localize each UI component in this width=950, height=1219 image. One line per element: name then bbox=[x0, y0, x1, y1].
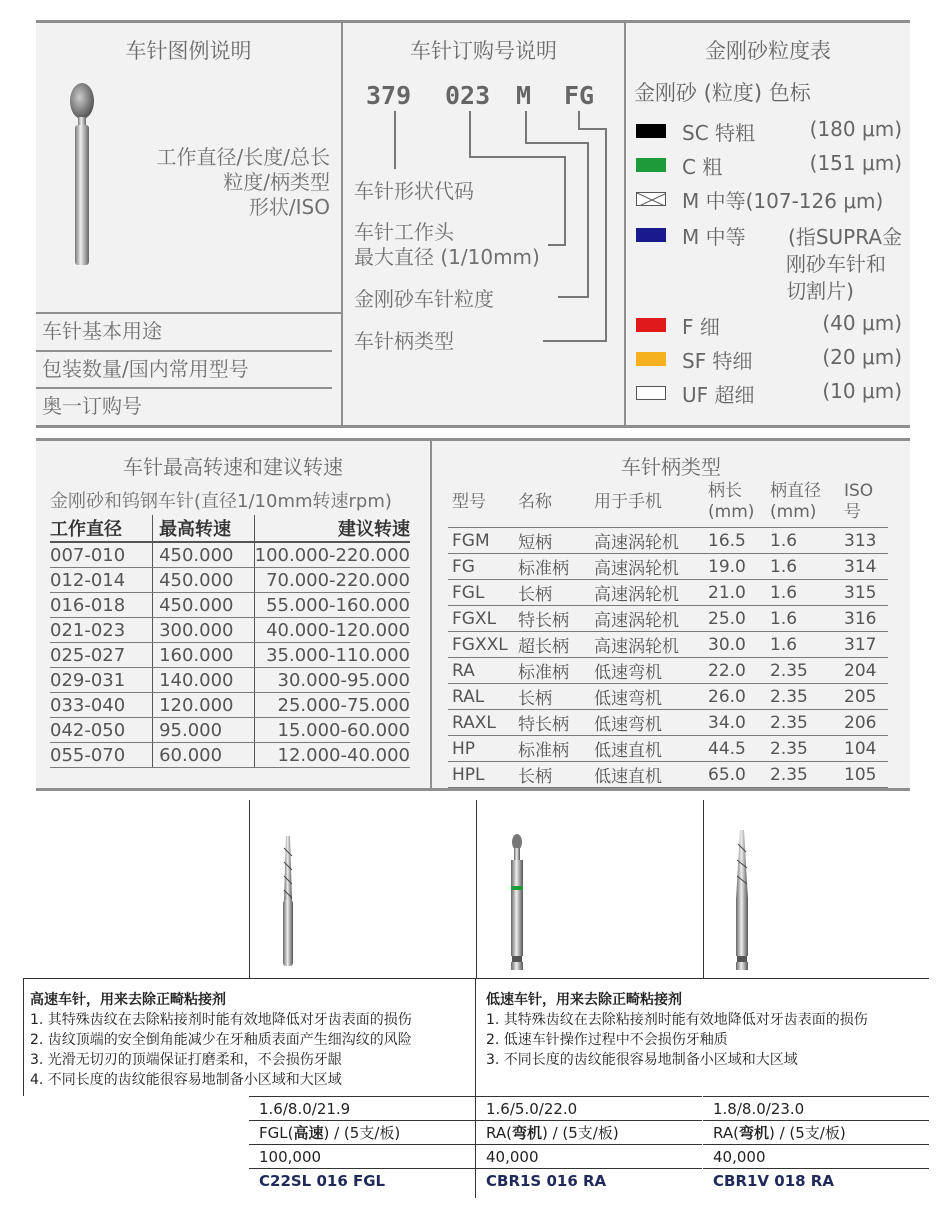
table-cell: 低速弯机 bbox=[590, 710, 704, 736]
table-row bbox=[50, 693, 410, 718]
col-header: 柄长 (mm) bbox=[704, 477, 766, 528]
table-row bbox=[448, 528, 888, 554]
grit-row-note bbox=[634, 248, 904, 278]
grit-label: SF 特细 bbox=[682, 349, 753, 373]
legend-row-usage: 车针基本用途 bbox=[42, 319, 162, 343]
divider bbox=[624, 23, 626, 425]
grit-value: (指SUPRA金 bbox=[788, 225, 902, 249]
table-row bbox=[448, 606, 888, 632]
table-cell: 25.0 bbox=[704, 606, 766, 632]
order-title: 车针订购号说明 bbox=[410, 39, 557, 63]
col-header: 柄直径 (mm) bbox=[766, 477, 840, 528]
order-label-shape: 车针形状代码 bbox=[354, 179, 474, 203]
table-cell: FGXXL bbox=[448, 632, 514, 658]
table-cell: FG bbox=[448, 554, 514, 580]
table-cell: 1.6 bbox=[766, 606, 840, 632]
col-header: ISO号 bbox=[840, 477, 888, 528]
grit-row-m-supra bbox=[634, 221, 904, 251]
speed-shank-panel bbox=[36, 438, 910, 791]
legend-title: 车针图例说明 bbox=[125, 39, 252, 63]
table-cell: 204 bbox=[840, 658, 888, 684]
spec-table-cbr1v bbox=[703, 1096, 929, 1192]
table-cell: 30.0 bbox=[704, 632, 766, 658]
table-row bbox=[50, 593, 410, 618]
table-cell: 1.6 bbox=[766, 554, 840, 580]
table-cell: 450.000 bbox=[153, 568, 255, 593]
spec-order-code: C22SL 016 FGL bbox=[249, 1169, 475, 1193]
spec-speed: 100,000 bbox=[249, 1145, 475, 1169]
order-code-diameter: 023 bbox=[445, 81, 491, 110]
high-speed-description bbox=[30, 990, 470, 1090]
table-row bbox=[448, 710, 888, 736]
table-cell: FGXL bbox=[448, 606, 514, 632]
list-item: 1. 其特殊齿纹在去除粘接剂时能有效地降低对牙齿表面的损伤 bbox=[30, 1012, 412, 1028]
table-cell: 55.000-160.000 bbox=[254, 593, 410, 618]
table-row bbox=[448, 762, 888, 788]
grit-label: F 细 bbox=[682, 315, 720, 339]
table-cell: 313 bbox=[840, 528, 888, 554]
ra-bur-image bbox=[477, 800, 703, 978]
grit-row-m bbox=[634, 185, 904, 215]
table-cell: 2.35 bbox=[766, 684, 840, 710]
list-item: 2. 低速车针操作过程中不会损伤牙釉质 bbox=[486, 1032, 728, 1048]
spec-speed: 40,000 bbox=[476, 1145, 702, 1169]
table-cell: HP bbox=[448, 736, 514, 762]
table-cell: 标准柄 bbox=[514, 736, 590, 762]
grit-value: (20 μm) bbox=[822, 345, 902, 369]
table-cell: 长柄 bbox=[514, 762, 590, 788]
spec-shank: RA(弯机) / (5支/板) bbox=[703, 1121, 929, 1145]
grit-header: 金刚砂 (粒度) 色标 bbox=[634, 81, 811, 105]
table-cell: 206 bbox=[840, 710, 888, 736]
spec-order-code: CBR1V 018 RA bbox=[703, 1169, 929, 1193]
table-cell: 1.6 bbox=[766, 580, 840, 606]
spec-table-c22sl bbox=[249, 1096, 475, 1192]
grit-row-f bbox=[634, 311, 904, 341]
table-row bbox=[448, 580, 888, 606]
table-cell: 25.000-75.000 bbox=[254, 693, 410, 718]
table-cell: 100.000-220.000 bbox=[254, 542, 410, 568]
divider bbox=[36, 312, 341, 314]
divider bbox=[23, 978, 24, 1096]
table-header-row bbox=[50, 515, 410, 542]
table-cell: 70.000-220.000 bbox=[254, 568, 410, 593]
divider bbox=[23, 978, 929, 979]
grit-row-uf bbox=[634, 379, 904, 409]
spec-shank: FGL(高速) / (5支/板) bbox=[249, 1121, 475, 1145]
table-row bbox=[50, 618, 410, 643]
table-cell: 315 bbox=[840, 580, 888, 606]
table-cell: 高速涡轮机 bbox=[590, 554, 704, 580]
table-cell: 超长柄 bbox=[514, 632, 590, 658]
table-cell: 450.000 bbox=[153, 593, 255, 618]
table-cell: RAXL bbox=[448, 710, 514, 736]
table-cell: 60.000 bbox=[153, 743, 255, 768]
divider bbox=[430, 441, 432, 788]
spec-shank: RA(弯机) / (5支/板) bbox=[476, 1121, 702, 1145]
shank-table bbox=[448, 477, 888, 788]
table-cell: 65.0 bbox=[704, 762, 766, 788]
table-cell: 1.6 bbox=[766, 632, 840, 658]
spec-order-code: CBR1S 016 RA bbox=[476, 1169, 702, 1193]
col-header: 工作直径 bbox=[50, 515, 153, 542]
order-label-grit: 金刚砂车针粒度 bbox=[354, 287, 494, 311]
grit-note: 切割片) bbox=[786, 279, 854, 303]
table-cell: 特长柄 bbox=[514, 710, 590, 736]
table-cell: 15.000-60.000 bbox=[254, 718, 410, 743]
table-cell: 低速弯机 bbox=[590, 658, 704, 684]
grit-value: (10 μm) bbox=[822, 379, 902, 403]
table-cell: 2.35 bbox=[766, 658, 840, 684]
table-cell: 高速涡轮机 bbox=[590, 580, 704, 606]
table-cell: 特长柄 bbox=[514, 606, 590, 632]
table-cell: 450.000 bbox=[153, 542, 255, 568]
table-row bbox=[50, 643, 410, 668]
bur-illustration bbox=[64, 81, 100, 271]
table-cell: 300.000 bbox=[153, 618, 255, 643]
color-swatch bbox=[636, 318, 666, 332]
spec-dims: 1.6/8.0/21.9 bbox=[249, 1097, 475, 1121]
order-label-shank: 车针柄类型 bbox=[354, 329, 454, 353]
tapered-bur-image bbox=[250, 800, 476, 978]
list-item: 3. 光滑无切刃的顶端保证打磨柔和，不会损伤牙龈 bbox=[30, 1052, 342, 1068]
grit-label: UF 超细 bbox=[682, 383, 755, 407]
table-row bbox=[50, 718, 410, 743]
table-row bbox=[50, 743, 410, 768]
table-cell: 40.000-120.000 bbox=[254, 618, 410, 643]
table-cell: 104 bbox=[840, 736, 888, 762]
order-label-diameter: 最大直径 (1/10mm) bbox=[354, 245, 540, 269]
table-row bbox=[50, 542, 410, 568]
color-swatch bbox=[636, 352, 666, 366]
table-cell: 317 bbox=[840, 632, 888, 658]
grit-row-note bbox=[634, 275, 904, 305]
order-code-shank: FG bbox=[564, 81, 595, 110]
legend-desc-line: 工作直径/长度/总长 bbox=[156, 145, 330, 169]
table-row bbox=[448, 684, 888, 710]
speed-title: 车针最高转速和建议转速 bbox=[123, 455, 343, 479]
table-cell: 标准柄 bbox=[514, 658, 590, 684]
table-cell: 35.000-110.000 bbox=[254, 643, 410, 668]
spec-table-cbr1s bbox=[476, 1096, 702, 1192]
table-cell: FGM bbox=[448, 528, 514, 554]
table-cell: 95.000 bbox=[153, 718, 255, 743]
table-cell: 22.0 bbox=[704, 658, 766, 684]
table-row bbox=[448, 632, 888, 658]
legend-row-order-number: 奥一订购号 bbox=[42, 394, 142, 418]
table-cell: 012-014 bbox=[50, 568, 153, 593]
table-cell: 021-023 bbox=[50, 618, 153, 643]
order-label-head: 车针工作头 bbox=[354, 220, 454, 244]
table-cell: 029-031 bbox=[50, 668, 153, 693]
low-speed-description bbox=[486, 990, 926, 1070]
grit-label: M 中等 bbox=[682, 225, 746, 249]
table-cell: 34.0 bbox=[704, 710, 766, 736]
legend-desc bbox=[100, 145, 330, 220]
table-header-row bbox=[448, 477, 888, 528]
table-row bbox=[50, 568, 410, 593]
grit-value: (151 μm) bbox=[809, 151, 902, 175]
table-cell: 16.5 bbox=[704, 528, 766, 554]
grit-note: 刚砂车针和 bbox=[786, 252, 886, 276]
table-cell: 033-040 bbox=[50, 693, 153, 718]
table-cell: 标准柄 bbox=[514, 554, 590, 580]
grit-row-c bbox=[634, 151, 904, 181]
table-cell: 105 bbox=[840, 762, 888, 788]
table-cell: 21.0 bbox=[704, 580, 766, 606]
col-header: 建议转速 bbox=[254, 515, 410, 542]
order-code-shape: 379 bbox=[366, 81, 412, 110]
ra-tapered-bur-image bbox=[704, 800, 930, 978]
color-swatch bbox=[636, 158, 666, 172]
table-cell: 12.000-40.000 bbox=[254, 743, 410, 768]
list-item: 1. 其特殊齿纹在去除粘接剂时能有效地降低对牙齿表面的损伤 bbox=[486, 1012, 868, 1028]
table-cell: 007-010 bbox=[50, 542, 153, 568]
table-cell: 316 bbox=[840, 606, 888, 632]
table-cell: 19.0 bbox=[704, 554, 766, 580]
table-cell: 2.35 bbox=[766, 762, 840, 788]
grit-row-sf bbox=[634, 345, 904, 375]
table-cell: 140.000 bbox=[153, 668, 255, 693]
table-cell: 025-027 bbox=[50, 643, 153, 668]
table-cell: 高速涡轮机 bbox=[590, 528, 704, 554]
table-cell: RAL bbox=[448, 684, 514, 710]
table-cell: 低速弯机 bbox=[590, 684, 704, 710]
grit-title: 金刚砂粒度表 bbox=[705, 39, 831, 63]
legend-desc-line: 形状/ISO bbox=[248, 195, 330, 219]
low-speed-title: 低速车针，用来去除正畸粘接剂 bbox=[486, 992, 682, 1008]
list-item: 3. 不同长度的齿纹能很容易地制备小区域和大区域 bbox=[486, 1052, 798, 1068]
spec-speed: 40,000 bbox=[703, 1145, 929, 1169]
order-code-grit: M bbox=[516, 81, 532, 110]
grit-label: SC 特粗 bbox=[682, 121, 756, 145]
cross-swatch-icon bbox=[636, 192, 666, 206]
table-cell: FGL bbox=[448, 580, 514, 606]
color-swatch bbox=[636, 228, 666, 242]
grit-row-sc bbox=[634, 117, 904, 147]
table-cell: 低速直机 bbox=[590, 736, 704, 762]
grit-value: (40 μm) bbox=[822, 311, 902, 335]
product-image-c22sl bbox=[249, 800, 476, 978]
table-cell: 44.5 bbox=[704, 736, 766, 762]
speed-table bbox=[50, 515, 410, 768]
col-header: 最高转速 bbox=[153, 515, 255, 542]
table-cell: 205 bbox=[840, 684, 888, 710]
table-cell: 高速涡轮机 bbox=[590, 632, 704, 658]
table-cell: 160.000 bbox=[153, 643, 255, 668]
color-swatch bbox=[636, 124, 666, 138]
table-cell: 120.000 bbox=[153, 693, 255, 718]
col-header: 用于手机 bbox=[590, 477, 704, 528]
divider bbox=[36, 387, 332, 389]
table-cell: 042-050 bbox=[50, 718, 153, 743]
table-cell: 长柄 bbox=[514, 580, 590, 606]
table-cell: 低速直机 bbox=[590, 762, 704, 788]
table-cell: 26.0 bbox=[704, 684, 766, 710]
grit-value: (180 μm) bbox=[809, 117, 902, 141]
table-cell: HPL bbox=[448, 762, 514, 788]
spec-dims: 1.8/8.0/23.0 bbox=[703, 1097, 929, 1121]
table-cell: 长柄 bbox=[514, 684, 590, 710]
table-row bbox=[448, 554, 888, 580]
speed-subtitle: 金刚砂和钨钢车针(直径1/10mm转速rpm) bbox=[50, 491, 392, 512]
table-cell: 314 bbox=[840, 554, 888, 580]
shank-title: 车针柄类型 bbox=[621, 455, 721, 479]
list-item: 2. 齿纹顶端的安全倒角能减少在牙釉质表面产生细沟纹的风险 bbox=[30, 1032, 412, 1048]
high-speed-title: 高速车针，用来去除正畸粘接剂 bbox=[30, 992, 226, 1008]
legend-desc-line: 粒度/柄类型 bbox=[223, 170, 330, 194]
grit-label: C 粗 bbox=[682, 155, 723, 179]
table-row bbox=[50, 668, 410, 693]
table-cell: 055-070 bbox=[50, 743, 153, 768]
list-item: 4. 不同长度的齿纹能很容易地制备小区域和大区域 bbox=[30, 1072, 342, 1088]
col-header: 型号 bbox=[448, 477, 514, 528]
legend-row-package: 包装数量/国内常用型号 bbox=[42, 357, 249, 381]
spec-dims: 1.6/5.0/22.0 bbox=[476, 1097, 702, 1121]
table-row bbox=[448, 736, 888, 762]
table-cell: 高速涡轮机 bbox=[590, 606, 704, 632]
table-cell: 30.000-95.000 bbox=[254, 668, 410, 693]
divider bbox=[36, 350, 332, 352]
table-row bbox=[448, 658, 888, 684]
table-cell: 2.35 bbox=[766, 736, 840, 762]
table-cell: 短柄 bbox=[514, 528, 590, 554]
table-cell: RA bbox=[448, 658, 514, 684]
col-header: 名称 bbox=[514, 477, 590, 528]
table-cell: 2.35 bbox=[766, 710, 840, 736]
table-cell: 016-018 bbox=[50, 593, 153, 618]
grit-label: M 中等(107-126 μm) bbox=[682, 189, 884, 213]
product-image-cbr1v bbox=[703, 800, 930, 978]
product-image-cbr1s bbox=[476, 800, 703, 978]
table-cell: 1.6 bbox=[766, 528, 840, 554]
color-swatch bbox=[636, 386, 666, 400]
